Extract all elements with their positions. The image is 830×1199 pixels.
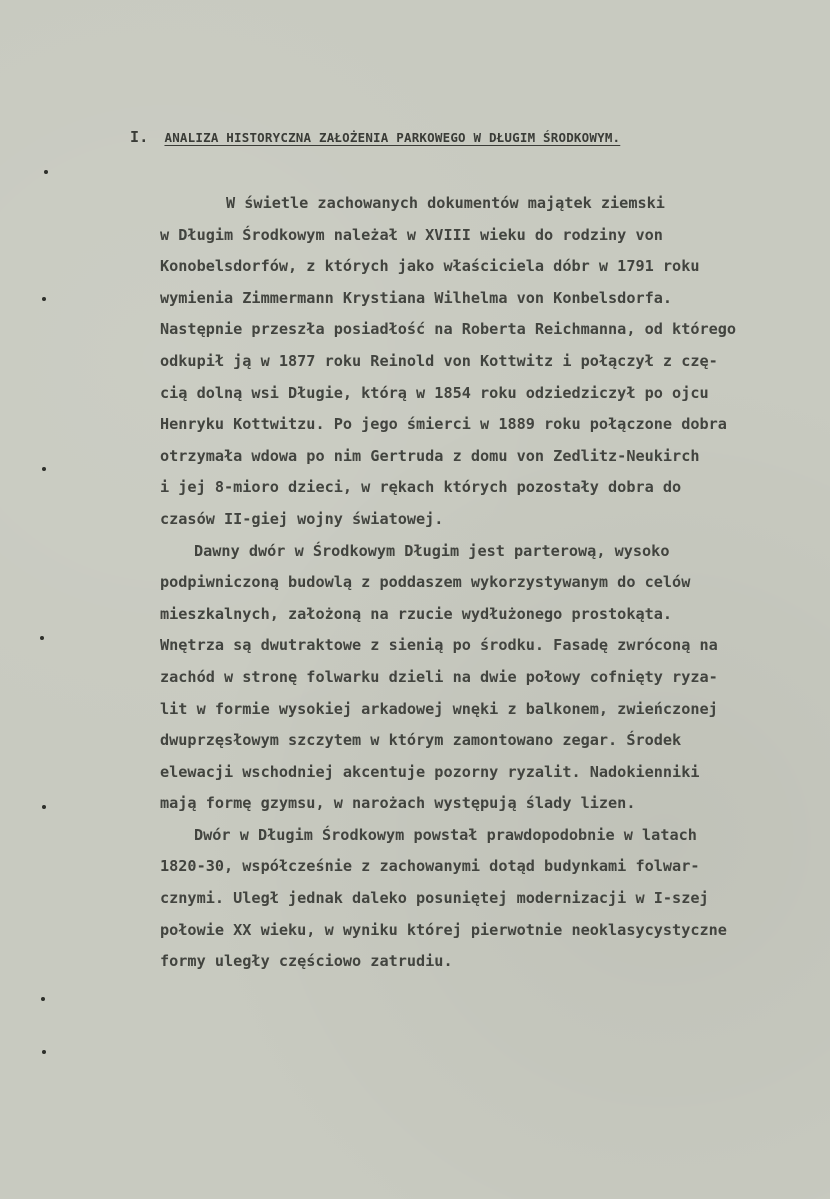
section-title: ANALIZA HISTORYCZNA ZAŁOŻENIA PARKOWEGO W DŁUGIM ŚRODKOWYM. [164, 130, 621, 145]
text-line: lit w formie wysokiej arkadowej wnęki z balkonem, zwieńczonej [160, 699, 718, 718]
text-line: formy uległy częściowo zatrudiu. [160, 952, 453, 971]
document-body [160, 188, 820, 978]
text-line: 1820-30, współcześnie z zachowanymi dotąd budynkami folwar- [160, 857, 700, 876]
text-line: Następnie przeszła posiadłość na Roberta Reichmanna, od którego [160, 320, 737, 339]
text-line: odkupił ją w 1877 roku Reinold von Kottwitz i połączył z czę- [160, 351, 718, 370]
margin-mark [42, 467, 46, 471]
section-number: I. [130, 128, 149, 146]
margin-mark [42, 805, 46, 809]
text-line: cią dolną wsi Długie, którą w 1854 roku odziedziczył po ojcu [160, 383, 709, 402]
margin-mark [41, 997, 45, 1001]
text-line: Konobelsdorfów, z których jako właściciela dóbr w 1791 roku [160, 257, 700, 276]
text-line: Henryku Kottwitzu. Po jego śmierci w 1889 roku połączone dobra [160, 415, 727, 434]
text-line: mieszkalnych, założoną na rzucie wydłużonego prostokąta. [160, 604, 673, 623]
margin-mark [40, 636, 44, 640]
text-line: dwuprzęsłowym szczytem w którym zamontowano zegar. Środek [160, 731, 682, 750]
text-line: podpiwniczoną budowlą z poddaszem wykorzystywanym do celów [160, 573, 691, 592]
margin-mark [42, 297, 46, 301]
section-heading [130, 128, 620, 146]
text-line: zachód w stronę folwarku dzieli na dwie połowy cofnięty ryza- [160, 667, 718, 686]
text-line: w Długim Środkowym należał w XVIII wieku do rodziny von [160, 225, 663, 244]
text-line: cznymi. Uległ jednak daleko posuniętej modernizacji w I-szej [160, 889, 709, 908]
text-line: mają formę gzymsu, w narożach występują ślady lizen. [160, 794, 636, 813]
text-line: elewacji wschodniej akcentuje pozorny ryzalit. Nadokienniki [160, 762, 700, 781]
text-line: wymienia Zimmermann Krystiana Wilhelma von Konbelsdorfa. [160, 288, 673, 307]
margin-mark [44, 170, 48, 174]
text-line: czasów II-giej wojny światowej. [160, 509, 444, 528]
text-line: W świetle zachowanych dokumentów majątek ziemski [226, 194, 665, 212]
margin-mark [42, 1050, 46, 1054]
text-line: połowie XX wieku, w wyniku której pierwotnie neoklasycystyczne [160, 920, 727, 939]
text-line: otrzymała wdowa po nim Gertruda z domu von Zedlitz-Neukirch [160, 446, 700, 465]
text-line: Dwór w Długim Środkowym powstał prawdopodobnie w latach [194, 825, 697, 844]
text-line: i jej 8-mioro dzieci, w rękach których pozostały dobra do [160, 478, 682, 497]
text-line: Wnętrza są dwutraktowe z sienią po środku. Fasadę zwróconą na [160, 636, 718, 655]
text-line: Dawny dwór w Środkowym Długim jest parterową, wysoko [194, 541, 670, 560]
